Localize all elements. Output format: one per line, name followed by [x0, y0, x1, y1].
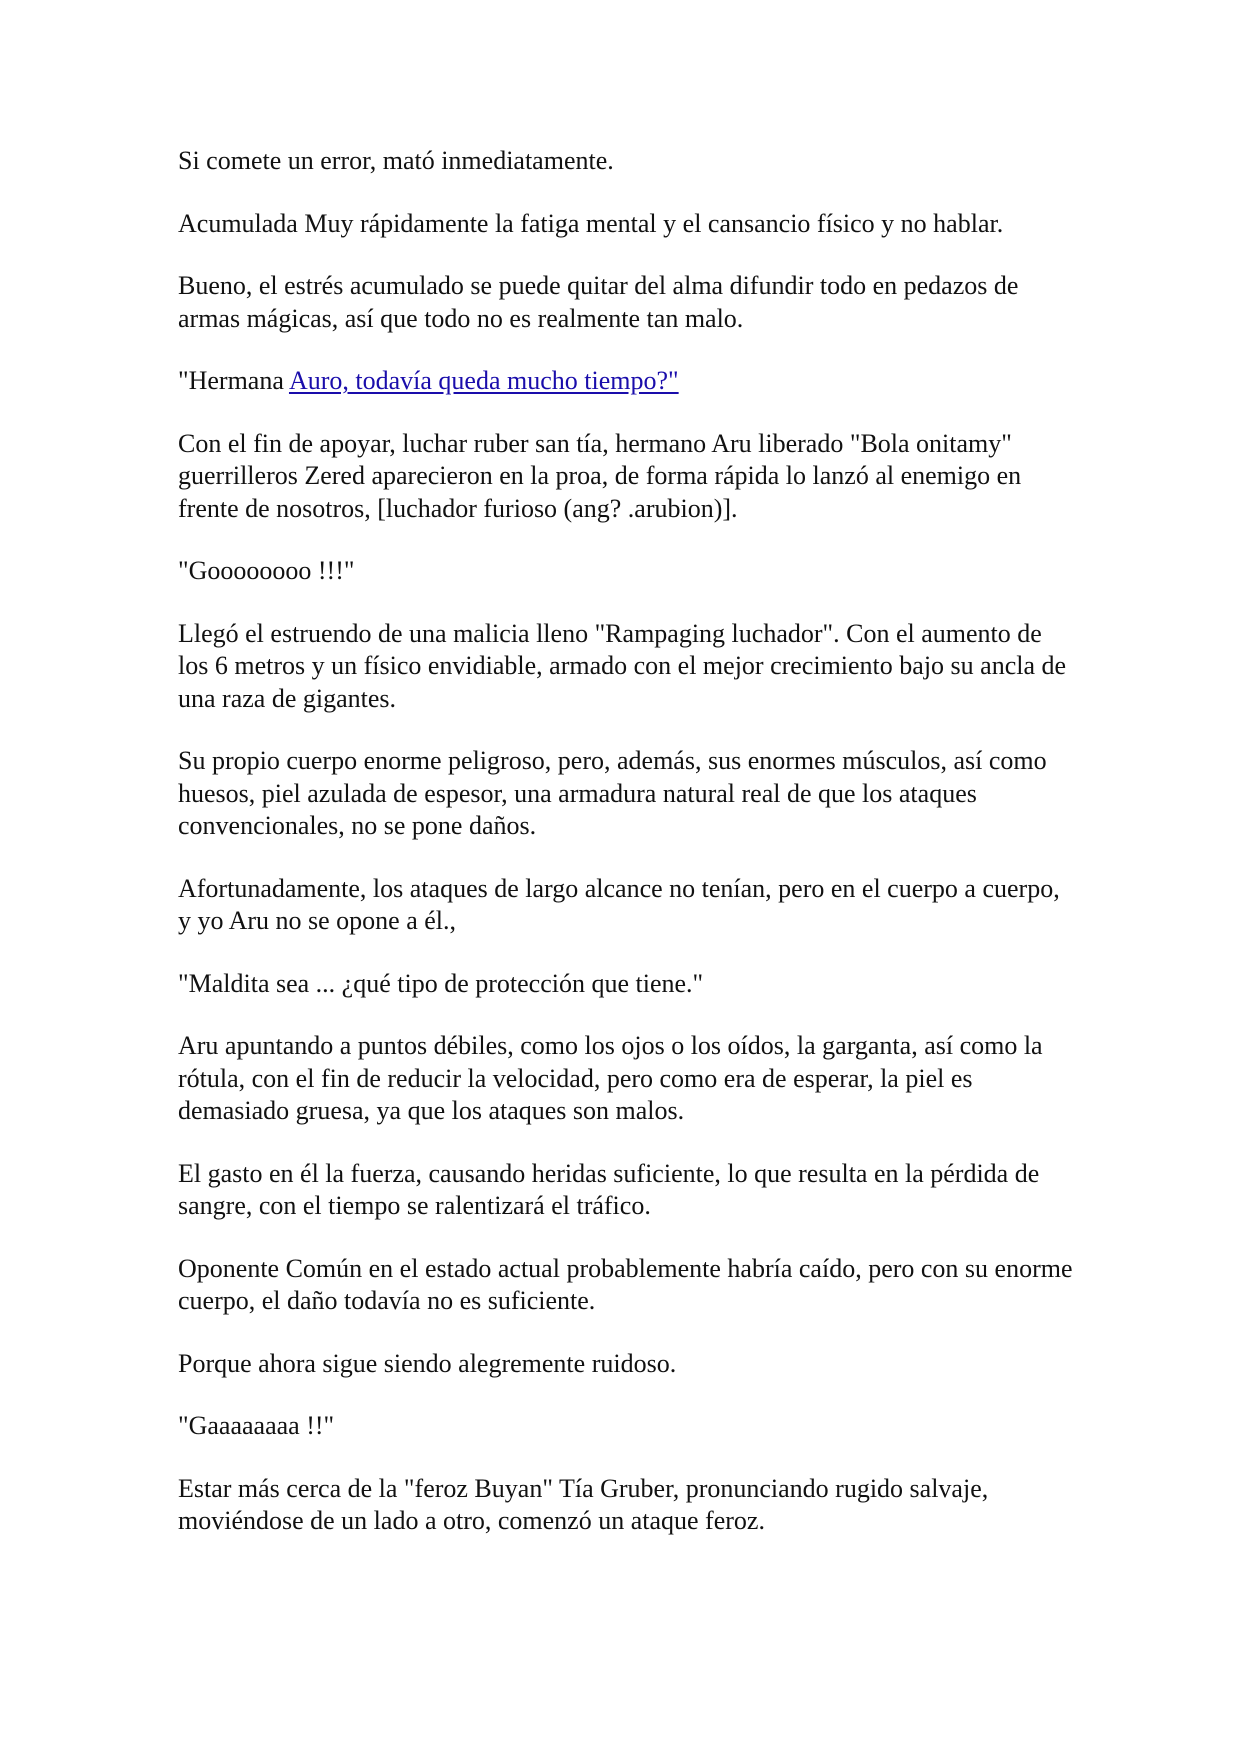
document-body	[178, 145, 1078, 1568]
paragraph: "Maldita sea ... ¿qué tipo de protección que tiene."	[178, 968, 704, 998]
paragraph: Estar más cerca de la "feroz Buyan" Tía Gruber, pronunciando rugido salvaje, moviéndose de un lado a otro, comenzó un ataque feroz.	[178, 1473, 989, 1535]
paragraph: Con el fin de apoyar, luchar ruber san tía, hermano Aru liberado "Bola onitamy" guerrilleros Zered aparecieron en la proa, de forma rápida lo lanzó al enemigo en frente de nosotros, [luchador furioso (ang? .arubion)].	[178, 428, 1022, 523]
paragraph: Llegó el estruendo de una malicia lleno "Rampaging luchador". Con el aumento de los 6 metros y un físico envidiable, armado con el mejor crecimiento bajo su ancla de una raza de gigantes.	[178, 618, 1067, 713]
paragraph: El gasto en él la fuerza, causando heridas suficiente, lo que resulta en la pérdida de sangre, con el tiempo se ralentizará el tráfico.	[178, 1158, 1040, 1220]
paragraph: Afortunadamente, los ataques de largo alcance no tenían, pero en el cuerpo a cuerpo, y yo Aru no se opone a él.,	[178, 873, 1060, 935]
paragraph: "Goooooooo !!!"	[178, 556, 355, 585]
paragraph: Su propio cuerpo enorme peligroso, pero, además, sus enormes músculos, así como huesos, piel azulada de espesor, una armadura natural real de que los ataques convencionales, no se pone daños.	[178, 746, 1047, 840]
paragraph: Porque ahora sigue siendo alegremente ruidoso.	[178, 1348, 677, 1378]
paragraph: Si comete un error, mató inmediatamente.	[178, 146, 614, 175]
paragraph-prefix: "Hermana	[178, 366, 289, 395]
dialogue-link[interactable]: Auro, todavía queda mucho tiempo?"	[288, 366, 679, 395]
paragraph: Oponente Común en el estado actual probablemente habría caído, pero con su enorme cuerpo, el daño todavía no es suficiente.	[178, 1253, 1073, 1315]
paragraph: Bueno, el estrés acumulado se puede quitar del alma difundir todo en pedazos de armas mágicas, así que todo no es realmente tan malo.	[178, 271, 1019, 333]
paragraph: Acumulada Muy rápidamente la fatiga mental y el cansancio físico y no hablar.	[178, 208, 1004, 238]
paragraph-with-link	[178, 365, 1078, 398]
paragraph: "Gaaaaaaaa !!"	[178, 1411, 335, 1440]
paragraph: Aru apuntando a puntos débiles, como los ojos o los oídos, la garganta, así como la rótula, con el fin de reducir la velocidad, pero como era de esperar, la piel es demasiado gruesa, ya que los ataques son malos.	[178, 1031, 1043, 1125]
